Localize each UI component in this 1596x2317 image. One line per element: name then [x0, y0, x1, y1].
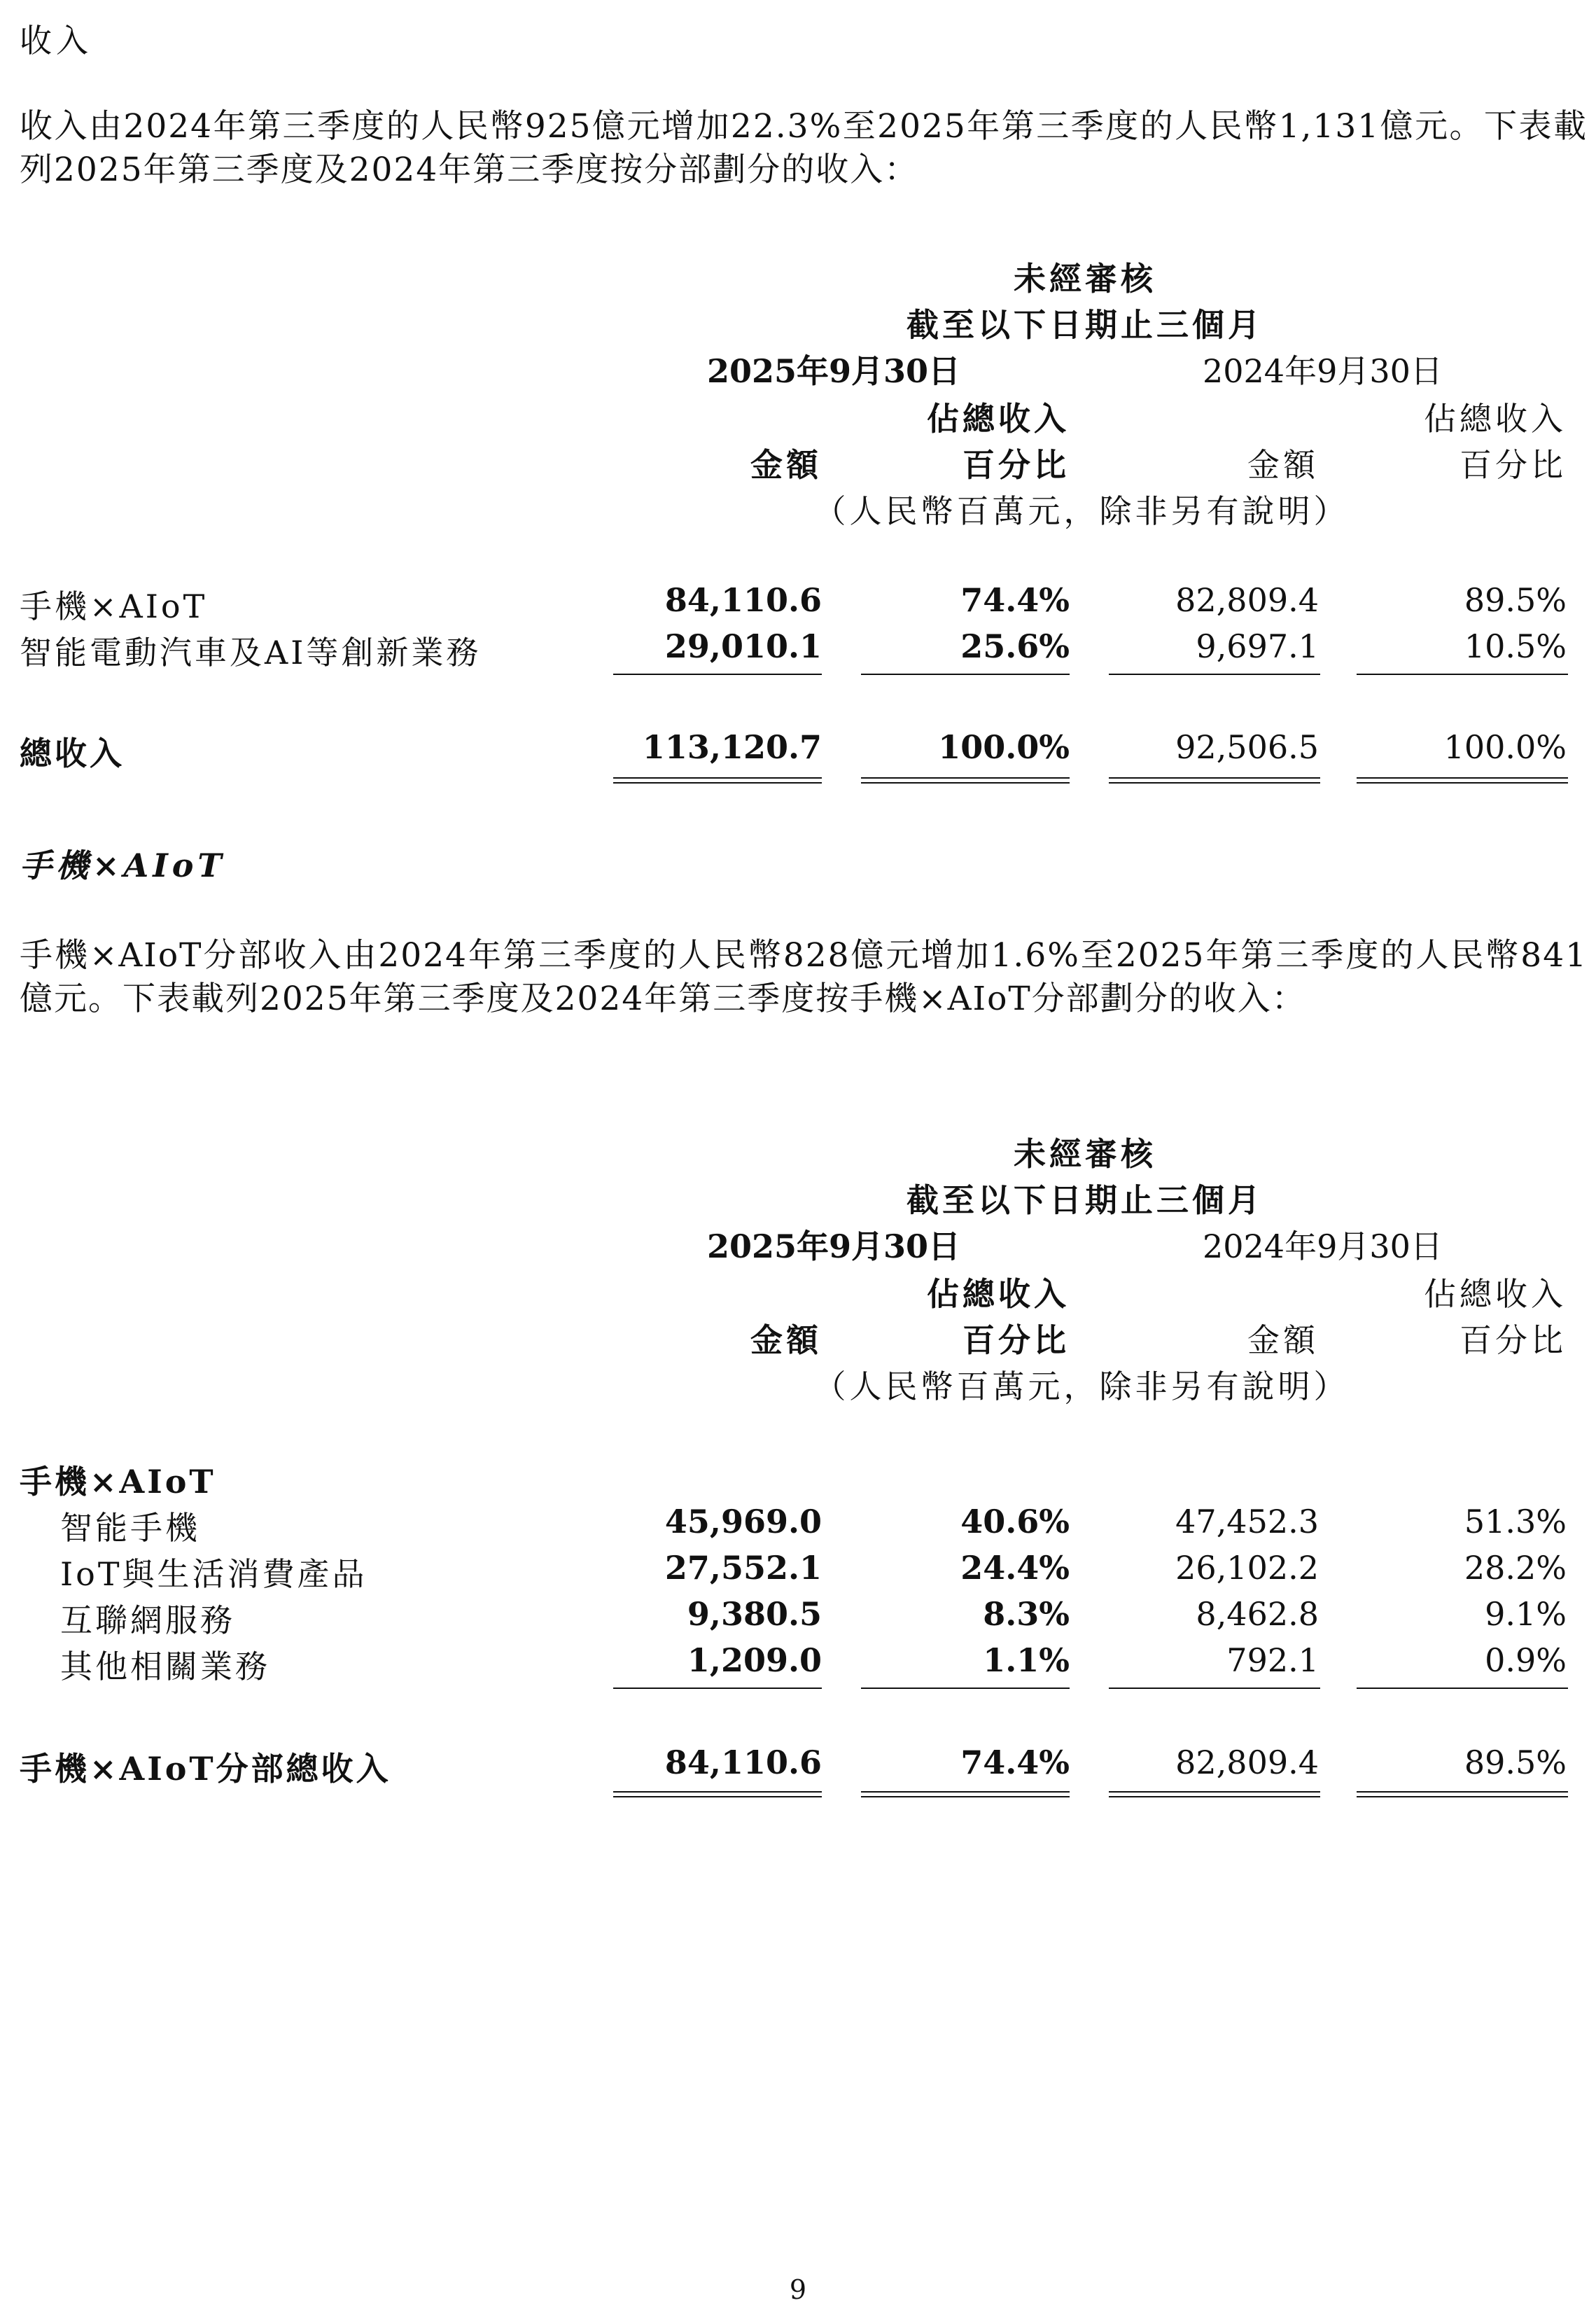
audit-label: 未經審核	[1014, 260, 1156, 298]
amount-2025: 1,209.0	[687, 1641, 822, 1679]
pct-2024: 0.9%	[1485, 1641, 1567, 1679]
pct-header-2024-line1: 佔總收入	[1424, 400, 1567, 438]
total-double-rule	[861, 777, 1070, 784]
pct-header-2024-line1: 佔總收入	[1424, 1275, 1567, 1313]
amount-2025: 27,552.1	[664, 1549, 822, 1587]
amount-2025: 84,110.6	[664, 581, 822, 619]
total-amount-2024: 82,809.4	[1175, 1744, 1319, 1781]
amount-2024: 47,452.3	[1175, 1503, 1319, 1540]
pct-header-2025-line1: 佔總收入	[927, 1275, 1070, 1313]
date-2024-header: 2024年9月30日	[1203, 1227, 1443, 1265]
amount-header-2024: 金額	[1247, 446, 1319, 484]
section-intro-revenue: 收入由2024年第三季度的人民幣925億元增加22.3%至2025年第三季度的人民幣1,131億元。下表載列2025年第三季度及2024年第三季度按分部劃分的收入：	[20, 107, 1588, 189]
total-amount-2025: 113,120.7	[642, 728, 822, 766]
amount-header-2024: 金額	[1247, 1321, 1319, 1359]
unit-note: （人民幣百萬元，除非另有說明）	[813, 1368, 1350, 1405]
pct-header-2025-line2: 百分比	[962, 446, 1070, 484]
total-amount-2024: 92,506.5	[1175, 728, 1319, 766]
total-double-rule	[1109, 1791, 1320, 1797]
amount-2025: 45,969.0	[664, 1503, 822, 1540]
amount-2024: 82,809.4	[1175, 581, 1319, 619]
audit-label: 未經審核	[1014, 1135, 1156, 1173]
date-2025-header: 2025年9月30日	[707, 352, 961, 390]
date-2024-header: 2024年9月30日	[1203, 352, 1443, 390]
row-label: 智能手機	[60, 1509, 200, 1547]
period-label: 截至以下日期止三個月	[906, 1181, 1264, 1219]
date-2025-header: 2025年9月30日	[707, 1227, 961, 1265]
pct-2025: 8.3%	[983, 1595, 1070, 1633]
pct-2025: 40.6%	[960, 1503, 1070, 1540]
subtotal-rule	[861, 1688, 1070, 1689]
total-label: 手機×AIoT分部總收入	[20, 1750, 391, 1788]
subtotal-rule	[1109, 674, 1320, 675]
row-label: 互聯網服務	[60, 1601, 235, 1639]
group-label: 手機×AIoT	[20, 1463, 216, 1501]
pct-2025: 25.6%	[960, 627, 1070, 665]
pct-2024: 28.2%	[1464, 1549, 1567, 1587]
section-intro-smartphone-aiot: 手機×AIoT分部收入由2024年第三季度的人民幣828億元增加1.6%至2025年第三季度的人民幣841億元。下表載列2025年第三季度及2024年第三季度按手機×AIoT分部劃分的收入：	[20, 936, 1588, 1018]
amount-2024: 792.1	[1226, 1641, 1319, 1679]
section-heading-smartphone-aiot: 手機×AIoT	[20, 847, 226, 884]
total-pct-2024: 89.5%	[1464, 1744, 1567, 1781]
total-double-rule	[1357, 1791, 1568, 1797]
row-label: 其他相關業務	[60, 1648, 270, 1685]
pct-2024: 51.3%	[1464, 1503, 1567, 1540]
pct-2024: 89.5%	[1464, 581, 1567, 619]
total-pct-2025: 100.0%	[938, 728, 1070, 766]
subtotal-rule	[1357, 1688, 1568, 1689]
total-label: 總收入	[20, 735, 125, 772]
total-amount-2025: 84,110.6	[664, 1744, 822, 1781]
pct-2025: 74.4%	[960, 581, 1070, 619]
subtotal-rule	[1357, 674, 1568, 675]
pct-header-2025-line1: 佔總收入	[927, 400, 1070, 438]
subtotal-rule	[613, 674, 822, 675]
pct-header-2024-line2: 百分比	[1460, 446, 1567, 484]
amount-2024: 9,697.1	[1196, 627, 1319, 665]
total-double-rule	[613, 777, 822, 784]
total-pct-2025: 74.4%	[960, 1744, 1070, 1781]
unit-note: （人民幣百萬元，除非另有說明）	[813, 492, 1350, 530]
page-number: 9	[789, 2274, 807, 2305]
section-heading-revenue: 收入	[20, 22, 92, 60]
amount-2024: 8,462.8	[1196, 1595, 1319, 1633]
subtotal-rule	[861, 674, 1070, 675]
amount-header-2025: 金額	[750, 1321, 822, 1359]
total-double-rule	[1357, 777, 1568, 784]
amount-header-2025: 金額	[750, 446, 822, 484]
pct-header-2024-line2: 百分比	[1460, 1321, 1567, 1359]
period-label: 截至以下日期止三個月	[906, 306, 1264, 344]
total-double-rule	[861, 1791, 1070, 1797]
pct-header-2025-line2: 百分比	[962, 1321, 1070, 1359]
total-double-rule	[1109, 777, 1320, 784]
subtotal-rule	[1109, 1688, 1320, 1689]
total-pct-2024: 100.0%	[1443, 728, 1567, 766]
pct-2024: 9.1%	[1485, 1595, 1567, 1633]
pct-2025: 1.1%	[983, 1641, 1070, 1679]
pct-2024: 10.5%	[1464, 627, 1567, 665]
pct-2025: 24.4%	[960, 1549, 1070, 1587]
subtotal-rule	[613, 1688, 822, 1689]
total-double-rule	[613, 1791, 822, 1797]
row-label: IoT與生活消費產品	[60, 1555, 368, 1593]
row-label: 手機×AIoT	[20, 587, 208, 625]
row-label: 智能電動汽車及AI等創新業務	[20, 634, 482, 672]
amount-2025: 9,380.5	[687, 1595, 822, 1633]
amount-2025: 29,010.1	[664, 627, 822, 665]
amount-2024: 26,102.2	[1175, 1549, 1319, 1587]
